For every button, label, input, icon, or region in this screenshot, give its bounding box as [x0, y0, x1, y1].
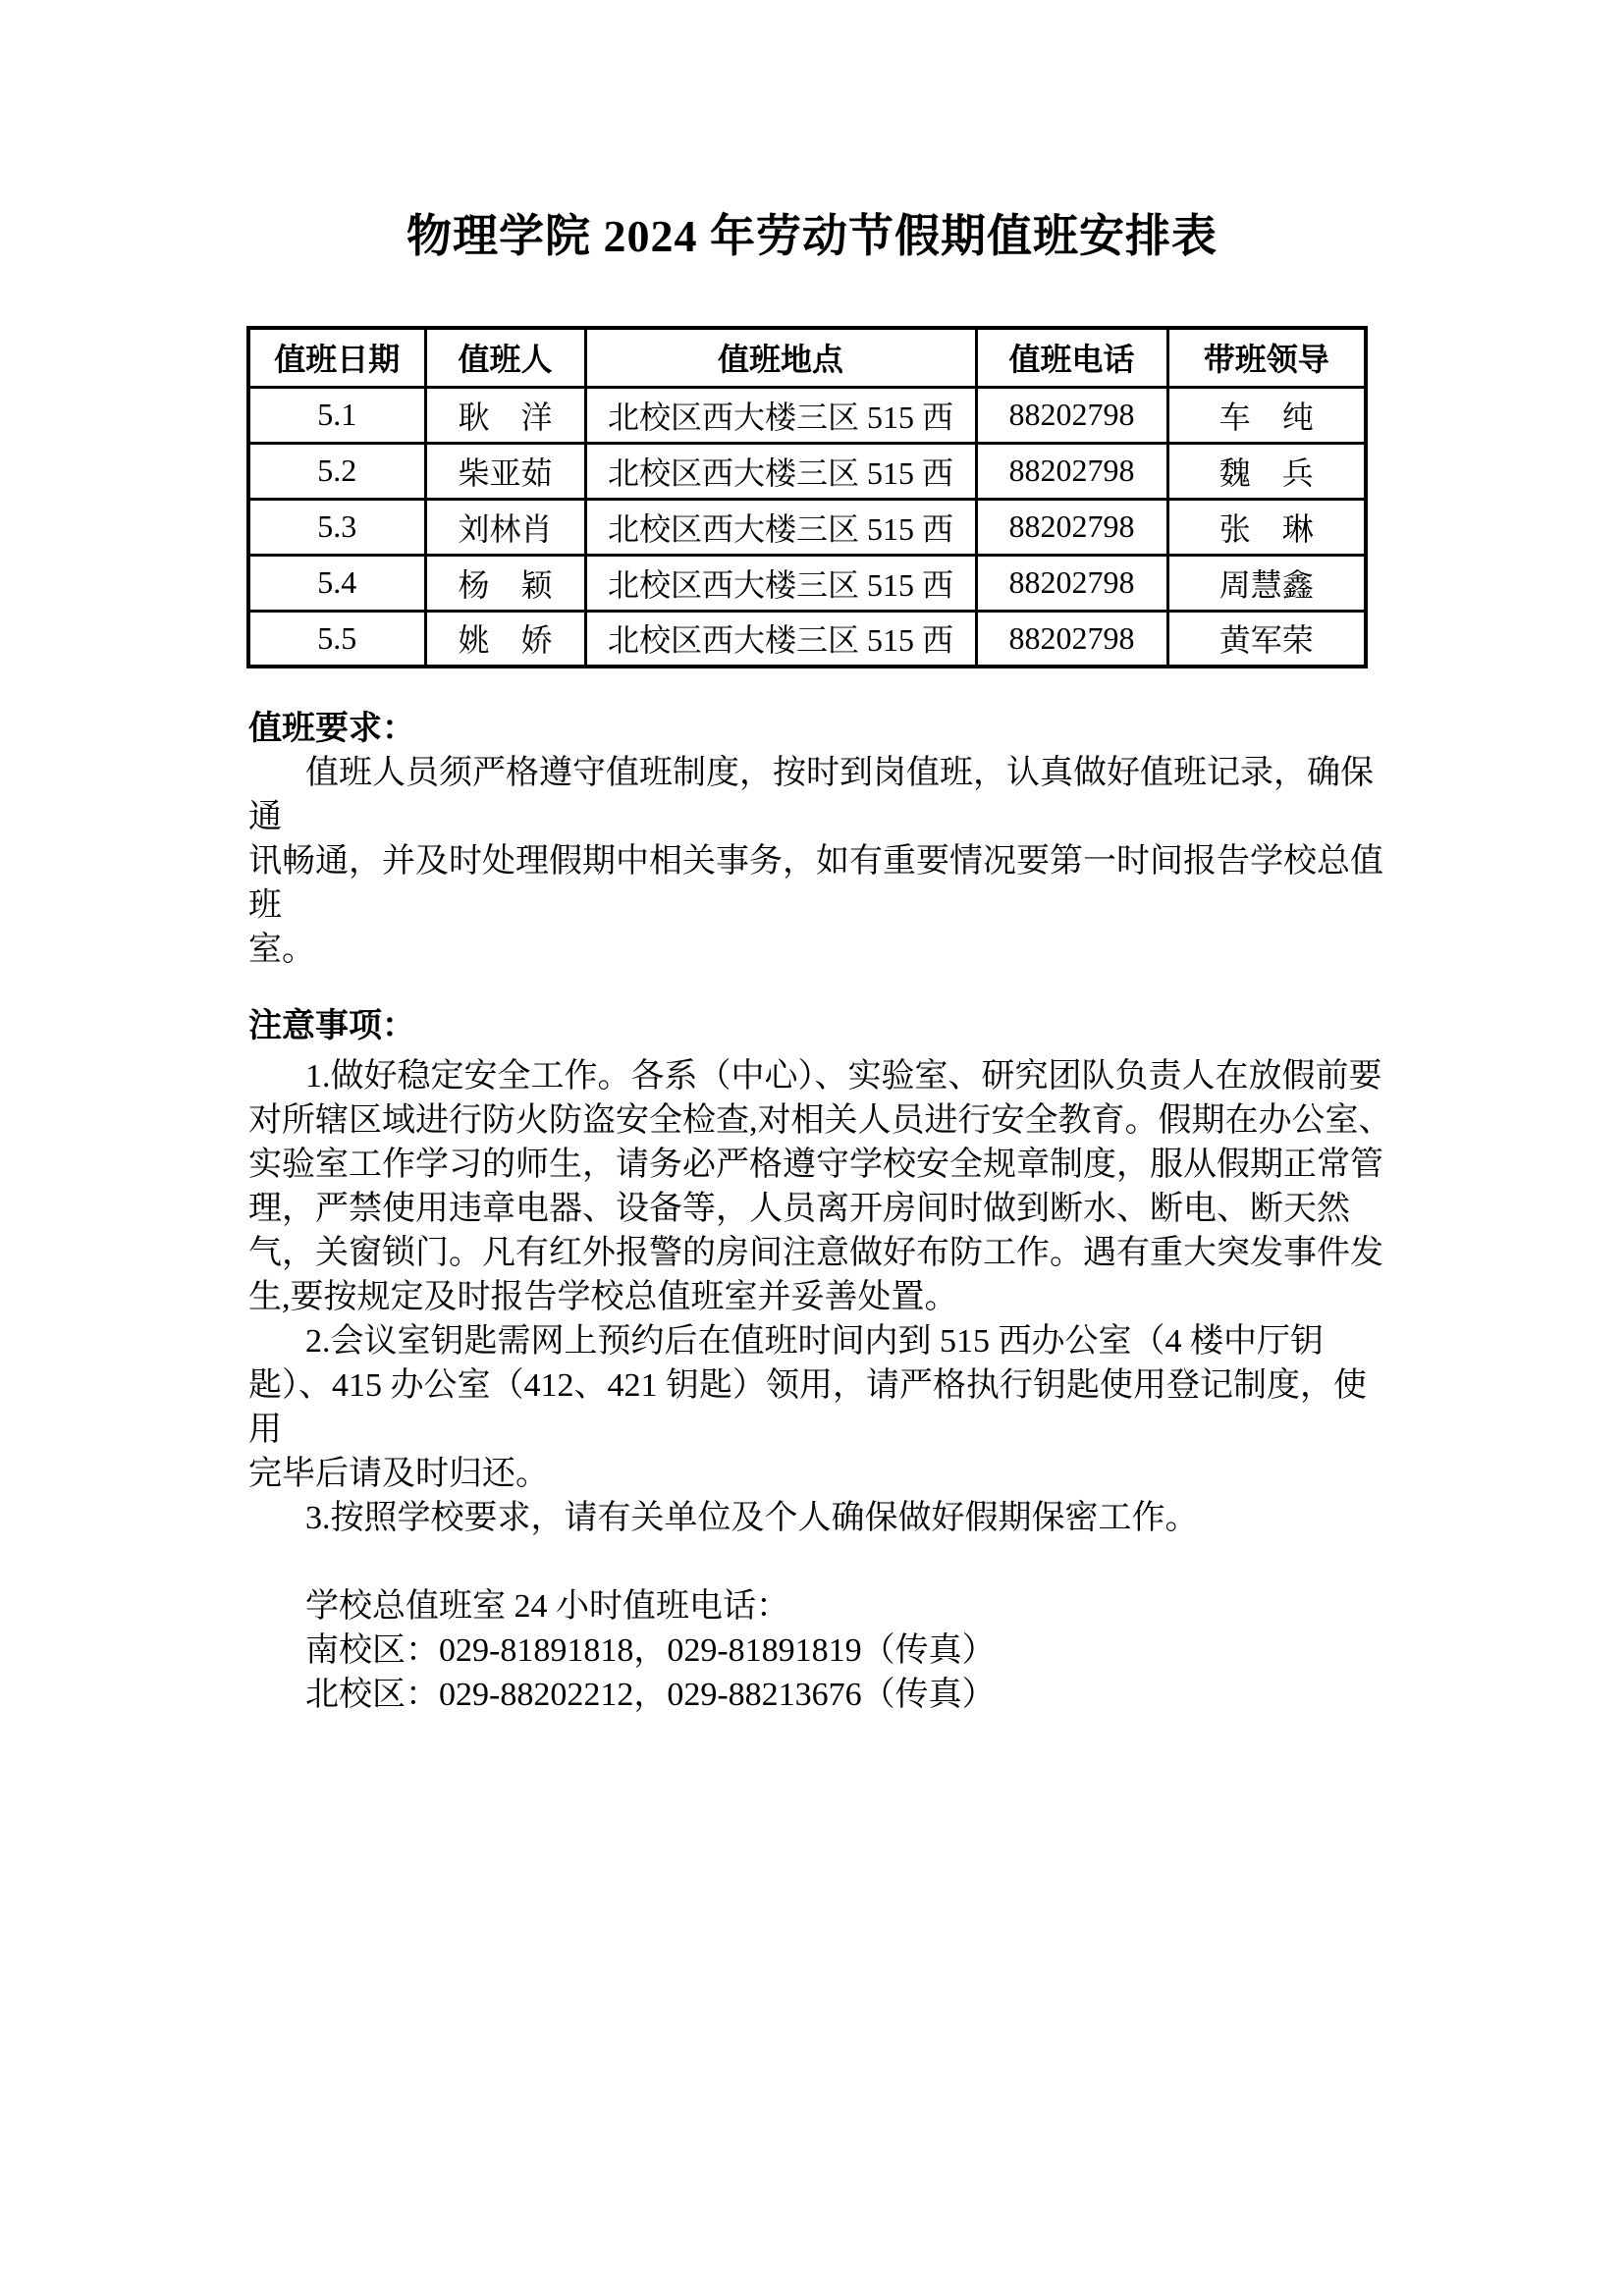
cell-location: 北校区西大楼三区 515 西	[585, 499, 976, 555]
cell-leader: 周慧鑫	[1167, 555, 1366, 611]
cell-date: 5.1	[248, 387, 425, 443]
requirements-line: 值班人员须严格遵守值班制度，按时到岗值班，认真做好值班记录，确保通	[248, 755, 1374, 835]
notes-heading: 注意事项：	[248, 1007, 415, 1044]
cell-phone: 88202798	[976, 611, 1167, 667]
col-header-duty-location: 值班地点	[585, 328, 976, 387]
requirements-heading: 值班要求：	[248, 710, 415, 747]
cell-date: 5.5	[248, 611, 425, 667]
cell-date: 5.3	[248, 499, 425, 555]
document-body	[248, 707, 1398, 1717]
hotline-section	[248, 1584, 1398, 1717]
notes-item-3-line: 3.按照学校要求，请有关单位及个人确保做好假期保密工作。	[305, 1500, 1199, 1536]
table-header-row	[248, 328, 1366, 387]
cell-phone: 88202798	[976, 443, 1167, 499]
col-header-duty-leader: 带班领导	[1167, 328, 1366, 387]
notes-item-2-line: 2.会议室钥匙需网上预约后在值班时间内到 515 西办公室（4 楼中厅钥	[305, 1323, 1324, 1360]
duty-schedule-table	[246, 326, 1368, 668]
cell-person: 耿 洋	[425, 387, 585, 443]
notes-item-2-line: 完毕后请及时归还。	[248, 1456, 549, 1492]
col-header-duty-phone: 值班电话	[976, 328, 1167, 387]
cell-location: 北校区西大楼三区 515 西	[585, 443, 976, 499]
notes-item-1-line: 实验室工作学习的师生，请务必严格遵守学校安全规章制度，服从假期正常管	[248, 1147, 1383, 1183]
notes-item-1-line: 生,要按规定及时报告学校总值班室并妥善处置。	[248, 1279, 958, 1315]
notes-item-1-line: 对所辖区域进行防火防盗安全检查,对相关人员进行安全教育。假期在办公室、	[248, 1102, 1392, 1139]
col-header-duty-person: 值班人	[425, 328, 585, 387]
col-header-duty-date: 值班日期	[248, 328, 425, 387]
cell-phone: 88202798	[976, 555, 1167, 611]
hotline-south-campus: 南校区：029-81891818，029-81891819（传真）	[305, 1632, 996, 1669]
cell-person: 刘林肖	[425, 499, 585, 555]
hotline-title: 学校总值班室 24 小时值班电话：	[305, 1588, 789, 1625]
table-row	[248, 555, 1366, 611]
notes-item-1-line: 理，严禁使用违章电器、设备等，人员离开房间时做到断水、断电、断天然	[248, 1191, 1350, 1227]
cell-person: 杨 颖	[425, 555, 585, 611]
cell-date: 5.2	[248, 443, 425, 499]
cell-leader: 张 琳	[1167, 499, 1366, 555]
table-row	[248, 387, 1366, 443]
table-row	[248, 499, 1366, 555]
table-row	[248, 443, 1366, 499]
cell-person: 姚 娇	[425, 611, 585, 667]
hotline-north-campus: 北校区：029-88202212，029-88213676（传真）	[305, 1677, 996, 1713]
notes-item-1-line: 气，关窗锁门。凡有红外报警的房间注意做好布防工作。遇有重大突发事件发	[248, 1235, 1383, 1271]
requirements-line: 讯畅通，并及时处理假期中相关事务，如有重要情况要第一时间报告学校总值班	[248, 843, 1383, 924]
cell-leader: 魏 兵	[1167, 443, 1366, 499]
cell-date: 5.4	[248, 555, 425, 611]
document-title: 物理学院 2024 年劳动节假期值班安排表	[406, 211, 1218, 261]
notes-item-1-line: 1.做好稳定安全工作。各系（中心）、实验室、研究团队负责人在放假前要	[305, 1058, 1382, 1095]
cell-location: 北校区西大楼三区 515 西	[585, 555, 976, 611]
cell-location: 北校区西大楼三区 515 西	[585, 387, 976, 443]
cell-phone: 88202798	[976, 499, 1167, 555]
cell-person: 柴亚茹	[425, 443, 585, 499]
cell-leader: 黄军荣	[1167, 611, 1366, 667]
requirements-line: 室。	[248, 932, 315, 968]
cell-leader: 车 纯	[1167, 387, 1366, 443]
table-row	[248, 611, 1366, 667]
notes-item-2-line: 匙）、415 办公室（412、421 钥匙）领用，请严格执行钥匙使用登记制度，使用	[248, 1367, 1367, 1448]
cell-phone: 88202798	[976, 387, 1167, 443]
cell-location: 北校区西大楼三区 515 西	[585, 611, 976, 667]
